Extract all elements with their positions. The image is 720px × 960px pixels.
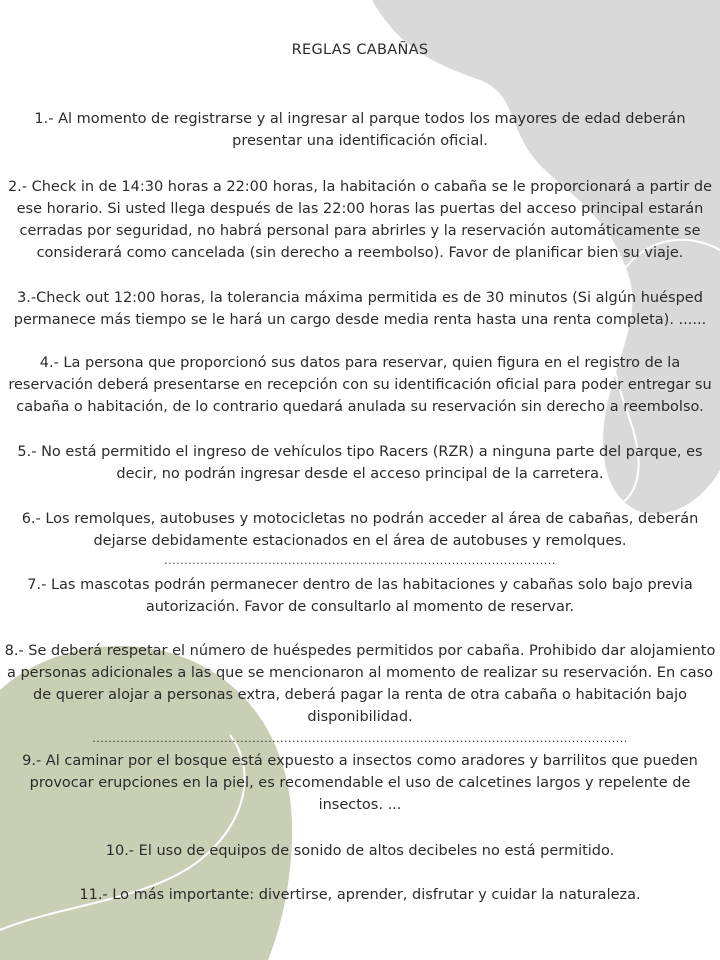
rule-7: 7.- Las mascotas podrán permanecer dentro de las habitaciones y cabañas solo bajo previa autorización. Favor de consultarlo al momento de reservar. [27, 577, 693, 615]
rule-3: 3.-Check out 12:00 horas, la tolerancia máxima permitida es de 30 minutos (Si algún huésped permanece más tiempo se le hará un cargo desde media renta hasta una renta completa). ...... [13, 290, 707, 328]
rule-5: 5.- No está permitido el ingreso de vehículos tipo Racers (RZR) a ninguna parte del parque, es decir, no podrán ingresar desde el acceso principal de la carretera. [17, 444, 703, 482]
separator-dots: ...................................................................................................................................... [92, 734, 628, 744]
rule-1: 1.- Al momento de registrarse y al ingresar al parque todos los mayores de edad deberán presentar una identificación oficial. [34, 111, 686, 149]
rule-9: 9.- Al caminar por el bosque está expuesto a insectos como aradores y barrilitos que pueden provocar erupciones en la piel, es recomendable el uso de calcetines largos y repelente de insectos. ... [22, 753, 698, 813]
rule-11: 11.- Lo más importante: divertirse, aprender, disfrutar y cuidar la naturaleza. [79, 887, 641, 903]
document-title: REGLAS CABAÑAS [291, 42, 429, 58]
rule-4: 4.- La persona que proporcionó sus datos para reservar, quien figura en el registro de la reservación deberá presentarse en recepción con su identificación oficial para poder entregar su cabaña o habitación, de lo contrario quedará anulada su reservación sin derecho a reembolso. [8, 355, 712, 415]
rule-10: 10.- El uso de equipos de sonido de altos decibeles no está permitido. [105, 843, 615, 859]
rule-2: 2.- Check in de 14:30 horas a 22:00 horas, la habitación o cabaña se le proporcionará a partir de ese horario. Si usted llega después de las 22:00 horas las puertas del acceso principal estarán cerradas por seguridad, no habrá personal para abrirles y la reservación automáticamente se considerará como cancelada (sin derecho a reembolso). Favor de planificar bien su viaje. [7, 179, 713, 261]
rule-6: 6.- Los remolques, autobuses y motocicletas no podrán acceder al área de cabañas, deberán dejarse debidamente estacionados en el área de autobuses y remolques. [21, 511, 699, 549]
rule-8: 8.- Se deberá respetar el número de huéspedes permitidos por cabaña. Prohibido dar alojamiento a personas adicionales a las que se mencionaron al momento de realizar su reservación. En caso de querer alojar a personas extra, deberá pagar la renta de otra cabaña o habitación bajo disponibilidad. [4, 643, 716, 725]
separator-dots: .................................................................................................. [164, 556, 556, 566]
